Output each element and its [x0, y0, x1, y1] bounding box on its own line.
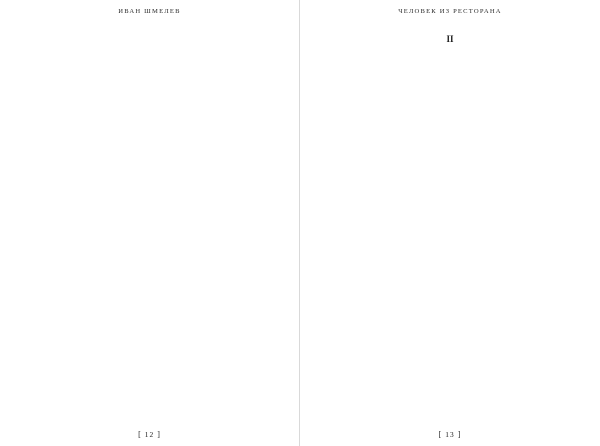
- chapter-number: II: [446, 34, 454, 44]
- running-head-right: ЧЕЛОВЕК ИЗ РЕСТОРАНА: [398, 8, 502, 15]
- page-number-left: [ 12 ]: [138, 430, 161, 439]
- page-number-left-value: 12: [144, 430, 155, 439]
- right-page: [300, 0, 600, 446]
- page-number-right-value: 13: [445, 430, 455, 439]
- running-head-left: ИВАН ШМЕЛЕВ: [118, 8, 181, 15]
- page-number-right: [ 13 ]: [438, 430, 462, 439]
